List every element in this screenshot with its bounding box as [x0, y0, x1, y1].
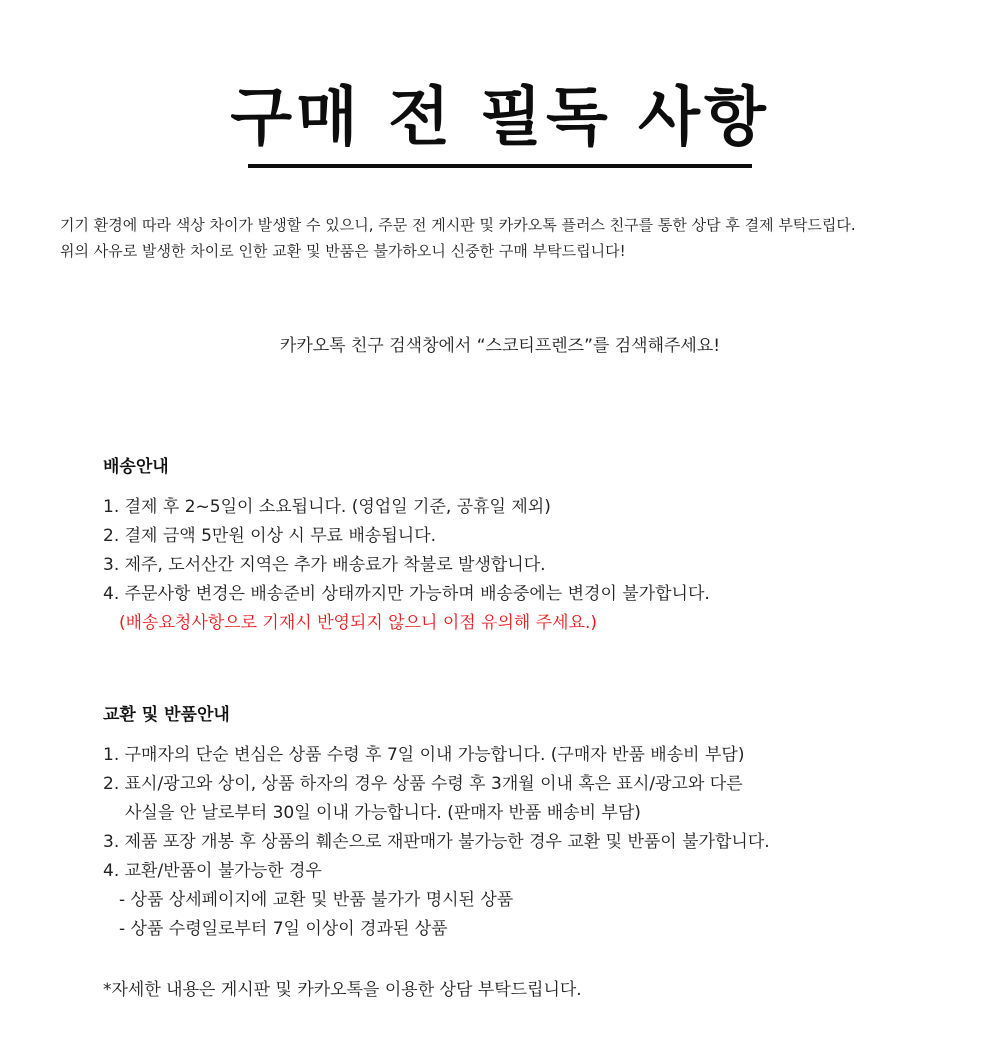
footnote: *자세한 내용은 게시판 및 카카오톡을 이용한 상담 부탁드립니다. — [103, 980, 582, 1000]
page-title: 구매 전 필독 사항 — [230, 81, 770, 155]
returns-heading: 교환 및 반품안내 — [103, 705, 230, 725]
shipping-section — [103, 455, 963, 638]
returns-section — [103, 703, 963, 944]
shipping-item: 1. 결제 후 2~5일이 소요됩니다. (영업일 기준, 공휴일 제외) — [103, 497, 551, 517]
returns-item-continuation: 사실을 안 날로부터 30일 이내 가능합니다. (판매자 반품 배송비 부담) — [125, 803, 641, 823]
returns-item: 4. 교환/반품이 불가능한 경우 — [103, 861, 322, 881]
returns-sub-item: - 상품 수령일로부터 7일 이상이 경과된 상품 — [119, 919, 448, 939]
notice-line: 기기 환경에 따라 색상 차이가 발생할 수 있으니, 주문 전 게시판 및 카카오톡 플러스 친구를 통한 상담 후 결제 부탁드립다. — [60, 216, 856, 234]
kakao-search-notice: 카카오톡 친구 검색창에서 “스코티프렌즈”를 검색해주세요! — [279, 336, 721, 356]
returns-item: 2. 표시/광고와 상이, 상품 하자의 경우 상품 수령 후 3개월 이내 혹은 표시/광고와 다른 — [103, 774, 743, 794]
notice-line: 위의 사유로 발생한 차이로 인한 교환 및 반품은 불가하오니 신중한 구매 부탁드립니다! — [60, 242, 626, 260]
shipping-item: 3. 제주, 도서산간 지역은 추가 배송료가 착불로 발생합니다. — [103, 555, 546, 575]
shipping-heading: 배송안내 — [103, 457, 169, 477]
returns-item: 3. 제품 포장 개봉 후 상품의 훼손으로 재판매가 불가능한 경우 교환 및 반품이 불가합니다. — [103, 832, 770, 852]
shipping-item: 2. 결제 금액 5만원 이상 시 무료 배송됩니다. — [103, 526, 437, 546]
title-underline — [248, 164, 752, 168]
shipping-warning: (배송요청사항으로 기재시 반영되지 않으니 이점 유의해 주세요.) — [119, 613, 598, 633]
returns-sub-item: - 상품 상세페이지에 교환 및 반품 불가가 명시된 상품 — [119, 890, 514, 910]
color-notice — [60, 212, 960, 264]
shipping-item: 4. 주문사항 변경은 배송준비 상태까지만 가능하며 배송중에는 변경이 불가합니다. — [103, 584, 710, 604]
returns-item: 1. 구매자의 단순 변심은 상품 수령 후 7일 이내 가능합니다. (구매자 반품 배송비 부담) — [103, 745, 745, 765]
